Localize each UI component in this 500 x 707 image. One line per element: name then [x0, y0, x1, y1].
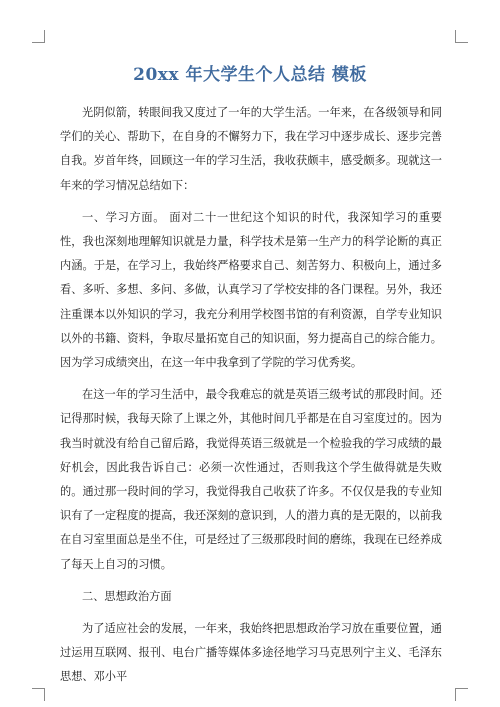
- section-heading-politics: 二、思想政治方面: [82, 589, 172, 603]
- paragraph-study: 一、学习方面。 面对二十一世纪这个知识的时代，我深知学习的重要性，我也深刻地理解知识就是力量，科学技术是第一生产力的科学论断的真正内涵。于是，在学习上，我始终严格要求自己、刻苦努力、积极向上，通过多看、多听、多想、多问、多做，认真学习了学校安排的各门课程。另外，我还注重课本以外知识的学习，我充分利用学校图书馆的有利资源，自学专业知识以外的书籍、资料，争取尽量拓宽自己的知识面，努力提高自己的综合能力。因为学习成绩突出，在这一年中我拿到了学院的学习优秀奖。: [60, 210, 442, 370]
- crop-mark-bottom-left: [32, 688, 45, 701]
- crop-mark-top-right: [455, 30, 468, 43]
- paragraph-intro: 光阴似箭，转眼间我又度过了一年的大学生活。一年来，在各级领导和同学们的关心、帮助下，在自身的不懈努力下，我在学习中逐步成长、逐步完善自我。岁首年终，回顾这一年的学习生活，我收获颇丰，感受颇多。现就这一年来的学习情况总结如下：: [60, 106, 442, 192]
- paragraph-english-exam: 在这一年的学习生活中，最令我难忘的就是英语三级考试的那段时间。还记得那时候，我每天除了上课之外，其他时间几乎都是在自习室度过的。因为我当时就没有给自己留后路，我觉得英语三级就是一个检验我的学习成绩的最好机会，因此我告诉自己：必须一次性通过，否则我这个学生做得就是失败的。通过那一段时间的学习，我觉得我自己收获了许多。不仅仅是我的专业知识有了一定程度的提高，我还深刻的意识到，人的潜力真的是无限的，以前我在自习室里面总是坐不住，可是经过了三级那段时间的磨练，我现在已经养成了每天上自习的习惯。: [60, 388, 442, 571]
- document-body: [60, 101, 442, 698]
- document-title: 20xx 年大学生个人总结 模板: [133, 65, 367, 85]
- crop-mark-bottom-right: [455, 688, 468, 701]
- paragraph-politics: 为了适应社会的发展，一年来，我始终把思想政治学习放在重要位置，通过运用互联网、报刊、电台广播等媒体多途径地学习马克思列宁主义、毛泽东思想、邓小平: [60, 622, 442, 684]
- crop-mark-top-left: [32, 30, 45, 43]
